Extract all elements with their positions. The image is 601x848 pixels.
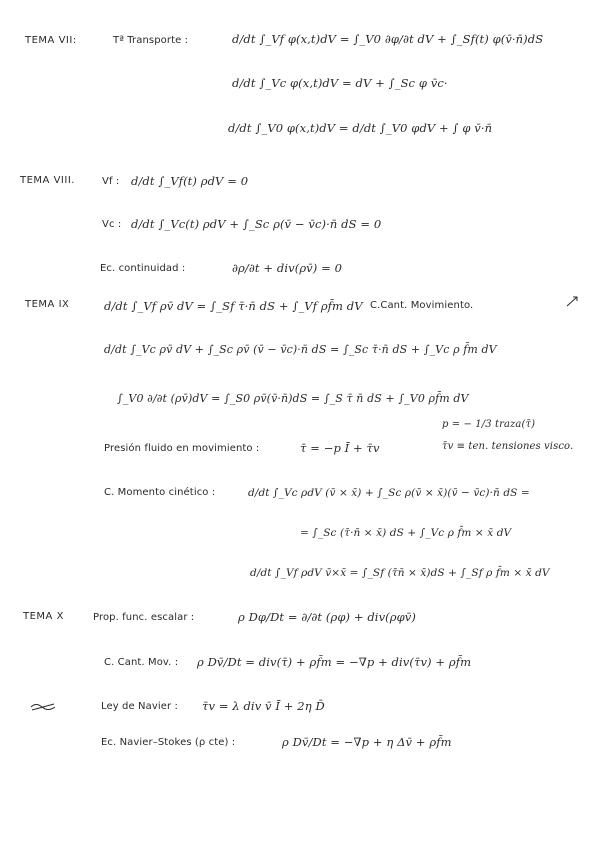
continuity-label: Ec. continuidad : [100,263,186,274]
navier-law-eq: τ̄v = λ div v̄ Ī + 2η D̄ [202,699,325,713]
navier-law-label: Ley de Navier : [101,701,178,712]
scalar-property-eq: ρ Dφ/Dt = ∂/∂t (ρφ) + div(ρφv̄) [238,610,416,624]
transport-eq-2: d/dt ∫_Vc φ(x,t)dV = dV + ∫_Sc φ v̄c· [232,76,448,90]
momentum-eq-2: d/dt ∫_Vc ρv̄ dV + ∫_Sc ρv̄ (v̄ − v̄c)·n̄ dS = ∫_Sc τ̄·n̄ dS + ∫_Vc ρ f̄m dV [104,343,497,356]
angular-momentum-eq-3: d/dt ∫_Vf ρdV v̄×x̄ = ∫_Sf (τ̄n̄ × x̄)dS + ∫_Sf ρ f̄m × x̄ dV [250,567,550,579]
continuity-eq: ∂ρ/∂t + div(ρv̄) = 0 [232,261,343,275]
mass-eq-vc: d/dt ∫_Vc(t) ρdV + ∫_Sc ρ(v̄ − v̄c)·n̄ dS = 0 [131,217,382,231]
tema-ix-heading: TEMA IX [25,299,70,310]
tema-x-heading: TEMA X [23,611,64,622]
momentum-eq-3: ∫_V0 ∂/∂t (ρv̄)dV = ∫_S0 ρv̄(v̄·n̄)dS = ∫_S τ̄ n̄ dS + ∫_V0 ρf̄m dV [117,392,469,405]
transport-eq-3: d/dt ∫_V0 φ(x,t)dV = d/dt ∫_V0 φdV + ∫ φ v̄·n̄ [228,121,493,135]
viscous-tensor-definition: τ̄v ≡ ten. tensiones visco. [442,441,574,452]
transport-eq-1: d/dt ∫_Vf φ(x,t)dV = ∫_V0 ∂φ/∂t dV + ∫_Sf(t) φ(v̄·n̄)dS [232,32,544,46]
scalar-property-label: Prop. func. escalar : [93,612,195,623]
mass-eq-vf: d/dt ∫_Vf(t) ρdV = 0 [131,174,249,188]
pressure-eq: τ̄ = −p Ī + τ̄v [300,441,380,455]
angular-momentum-eq-1: d/dt ∫_Vc ρdV (v̄ × x̄) + ∫_Sc ρ(v̄ × x̄)(v̄ − v̄c)·n̄ dS = [248,487,530,499]
pressure-definition: p = − 1/3 traza(τ̄) [442,419,536,430]
vc-label: Vc : [102,219,122,230]
momentum-note: C.Cant. Movimiento. [370,300,474,311]
transport-theorem-label: Tª Transporte : [113,35,189,46]
pressure-label: Presión fluido en movimiento : [104,443,260,454]
vf-label: Vf : [102,176,120,187]
tema-viii-heading: TEMA VIII. [20,175,75,186]
navier-stokes-eq: ρ Dv̄/Dt = −∇p + η Δv̄ + ρf̄m [282,735,452,749]
arrow-mark-icon [565,293,581,312]
momentum-eq-1: d/dt ∫_Vf ρv̄ dV = ∫_Sf τ̄·n̄ dS + ∫_Vf ρf̄m dV [104,299,363,313]
angular-momentum-eq-2: = ∫_Sc (τ̄·n̄ × x̄) dS + ∫_Vc ρ f̄m × x̄ dV [300,527,512,539]
tema-vii-heading: TEMA VII: [25,35,77,46]
cauchy-eq: ρ Dv̄/Dt = div(τ̄) + ρf̄m = −∇p + div(τ̄v) + ρf̄m [197,655,472,669]
angular-momentum-label: C. Momento cinético : [104,487,216,498]
navier-stokes-label: Ec. Navier–Stokes (ρ cte) : [101,737,236,748]
cauchy-label: C. Cant. Mov. : [104,657,179,668]
crossed-out-mark-icon [30,698,56,717]
